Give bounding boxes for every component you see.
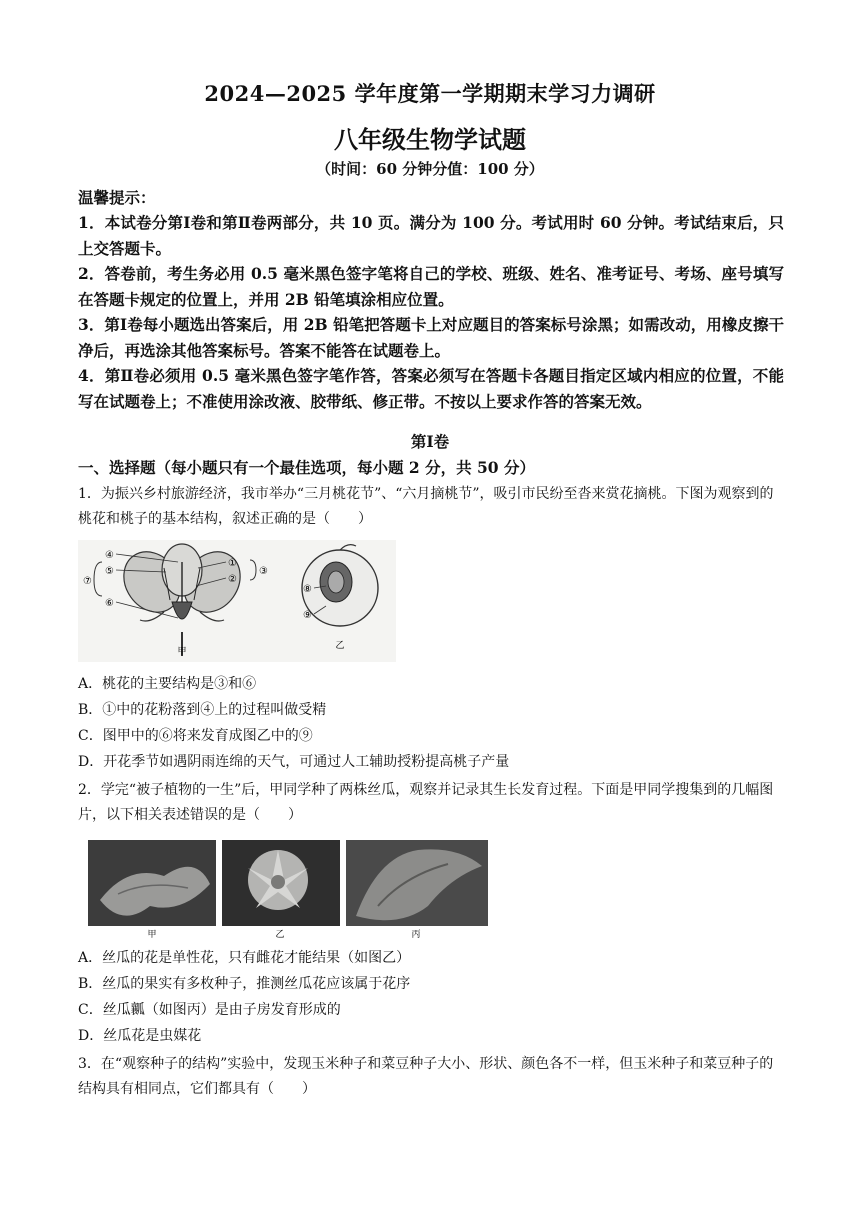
question-1-option-a: A．桃花的主要结构是③和⑥ [78,676,257,692]
section-title: 第Ⅰ卷 [410,432,450,451]
tip-item: 1．本试卷分第Ⅰ卷和第Ⅱ卷两部分，共 10 页。满分为 100 分。考试用时 60 分钟。考试结束后，只上交答题卡。 [78,213,784,258]
tip-item: 2．答卷前，考生务必用 0.5 毫米黑色签字笔将自己的学校、班级、姓名、准考证号、考场、座号填写在答题卡规定的位置上，并用 2B 铅笔填涂相应位置。 [78,264,784,309]
question-3-stem: 3．在“观察种子的结构”实验中，发现玉米种子和菜豆种子大小、形状、颜色各不一样，但玉米种子和菜豆种子的结构具有相同点，它们都具有（ ） [78,1056,774,1097]
marker-8: ⑧ [303,584,312,595]
tip-item: 4．第Ⅱ卷必须用 0.5 毫米黑色签字笔作答，答案必须写在答题卡各题目指定区域内相应的位置，不能写在试题卷上；不准使用涂改液、胶带纸、修正带。不按以上要求作答的答案无效。 [78,366,784,411]
tips-label: 温馨提示： [78,188,156,207]
marker-4: ④ [105,550,114,561]
peach-structure-figure [78,540,396,662]
marker-5: ⑤ [105,566,114,577]
marker-3: ③ [259,566,268,577]
figure-label-jia: 甲 [177,647,187,657]
question-2-option-a: A．丝瓜的花是单性花，只有雌花才能结果（如图乙） [78,950,411,966]
question-1-option-c: C．图甲中的⑥将来发育成图乙中的⑨ [78,728,313,744]
question-1-option-b: B．①中的花粉落到④上的过程叫做受精 [78,702,327,718]
marker-6: ⑥ [105,598,114,609]
luffa-photo-yi [222,840,340,926]
marker-2: ② [228,574,237,585]
tip-item: 3．第Ⅰ卷每小题选出答案后，用 2B 铅笔把答题卡上对应题目的答案标号涂黑；如需改动，用橡皮擦干净后，再选涂其他答案标号。答案不能答在试题卷上。 [78,315,784,360]
figure-label-jia: 甲 [147,930,157,940]
question-2-option-b: B．丝瓜的果实有多枚种子，推测丝瓜花应该属于花序 [78,976,411,992]
exam-time-info: （时间：60 分钟分值：100 分） [316,160,544,178]
luffa-photo-bing [346,840,488,926]
question-1-stem: 1．为振兴乡村旅游经济，我市举办“三月桃花节”、“六月摘桃节”，吸引市民纷至沓来赏花摘桃。下图为观察到的桃花和桃子的基本结构，叙述正确的是（ ） [78,486,774,527]
marker-7: ⑦ [83,576,92,587]
luffa-photo-jia [88,840,216,926]
luffa-photos-figure [78,836,498,940]
exam-subject-title: 八年级生物学试题 [334,125,526,154]
marker-1: ① [228,558,237,569]
part-title: 一、选择题（每小题只有一个最佳选项，每小题 2 分，共 50 分） [78,458,535,477]
figure-label-yi: 乙 [335,641,345,651]
figure-label-yi: 乙 [275,930,285,940]
question-1-option-d: D．开花季节如遇阴雨连绵的天气，可通过人工辅助授粉提高桃子产量 [78,754,510,770]
figure-label-bing: 丙 [411,930,421,940]
marker-9: ⑨ [303,610,312,621]
question-2-option-c: C．丝瓜瓤（如图丙）是由子房发育形成的 [78,1002,341,1018]
tips-list [78,210,784,414]
exam-header-title: 2024—2025 学年度第一学期期末学习力调研 [204,81,656,106]
question-2-stem: 2．学完“被子植物的一生”后，甲同学种了两株丝瓜，观察并记录其生长发育过程。下面是甲同学搜集到的几幅图片，以下相关表述错误的是（ ） [78,782,774,823]
question-2-option-d: D．丝瓜花是虫媒花 [78,1028,202,1044]
